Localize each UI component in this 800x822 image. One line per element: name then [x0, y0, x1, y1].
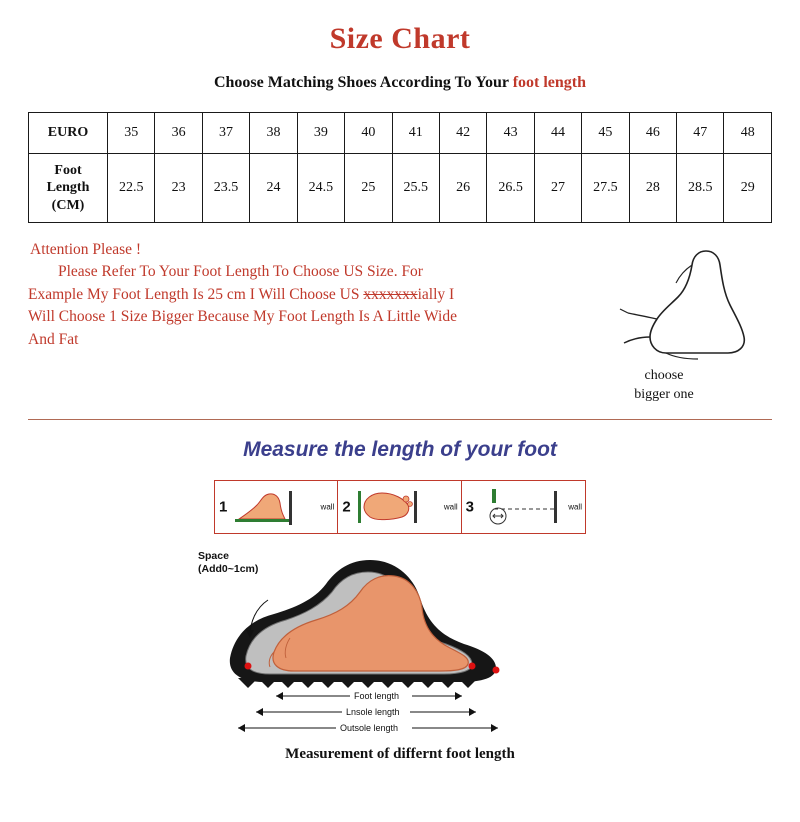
foot-cell-7: 26 [439, 154, 486, 223]
attention-block [28, 239, 772, 409]
size-chart-page [0, 22, 800, 822]
attention-title: Attention Please ! [30, 241, 142, 258]
attention-line1-c: To Choose [269, 263, 340, 281]
foot-cell-9: 27 [534, 154, 581, 223]
foot-outline-sketch-icon [562, 239, 762, 369]
dimension-label-outsole-length: Outsole length [340, 723, 399, 733]
choose-caption-line2: bigger one [634, 386, 694, 402]
euro-cell-8: 43 [487, 113, 534, 154]
subtitle-highlight: foot length [512, 74, 587, 91]
euro-cell-12: 47 [677, 113, 724, 154]
section-divider [28, 419, 772, 420]
attention-line2: US Size. For Example My Foot Length Is 25 cm I [28, 263, 423, 303]
euro-cell-1: 36 [155, 113, 202, 154]
attention-line3-b: ially I Will Choose 1 Size [28, 285, 455, 326]
step-2-wall-label: wall [443, 502, 458, 512]
foot-label-line2: Length [46, 180, 90, 196]
table-row-euro [29, 113, 772, 154]
step-1-number: 1 [219, 498, 228, 516]
foot-measurement-diagram [190, 540, 610, 740]
page-subtitle [0, 74, 800, 92]
attention-line1-a: Please Refer To Your [58, 263, 194, 281]
euro-cell-3: 38 [250, 113, 297, 154]
space-add-label [198, 550, 258, 576]
foot-cell-12: 28.5 [677, 154, 724, 223]
attention-line3-strike: xxxxxxx [363, 285, 418, 303]
foot-cell-6: 25.5 [392, 154, 439, 223]
euro-cell-10: 45 [582, 113, 629, 154]
euro-cell-11: 46 [629, 113, 676, 154]
measure-section-title: Measure the length of your foot [243, 438, 557, 461]
foot-cell-3: 24 [250, 154, 297, 223]
step-2-foot-top-icon [352, 483, 424, 531]
foot-label-line3: (CM) [51, 197, 85, 213]
size-table-wrapper [28, 112, 772, 223]
foot-cell-11: 28 [629, 154, 676, 223]
foot-cell-1: 23 [155, 154, 202, 223]
table-row-foot-length [29, 154, 772, 223]
euro-cell-6: 41 [392, 113, 439, 154]
row-label-euro: EURO [29, 113, 108, 154]
step-3-number: 3 [465, 498, 474, 516]
step-2-number: 2 [342, 498, 351, 516]
subtitle-prefix: Choose Matching Shoes According To Your [213, 74, 513, 91]
row-label-foot-length [29, 154, 108, 223]
euro-cell-9: 44 [534, 113, 581, 154]
choose-caption-line1: choose [644, 368, 684, 383]
space-label-line2: (Add0~1cm) [198, 563, 259, 576]
foot-cell-0: 22.5 [108, 154, 155, 223]
space-label-line1: Space [198, 550, 229, 562]
measure-step-2 [338, 481, 461, 533]
euro-cell-4: 39 [297, 113, 344, 154]
foot-label-line1: Foot [54, 162, 82, 178]
euro-cell-13: 48 [724, 113, 772, 154]
euro-cell-5: 40 [345, 113, 392, 154]
measurement-caption: Measurement of differnt foot length [285, 746, 515, 762]
foot-cell-5: 25 [345, 154, 392, 223]
foot-cell-8: 26.5 [487, 154, 534, 223]
step-1-foot-icon [229, 483, 301, 531]
dimension-label-insole-length: Lnsole length [346, 707, 400, 717]
foot-cell-2: 23.5 [202, 154, 249, 223]
dimension-label-foot-length: Foot length [354, 691, 400, 701]
euro-cell-0: 35 [108, 113, 155, 154]
step-3-ruler-icon [476, 483, 566, 531]
attention-body [28, 261, 458, 351]
size-table [28, 112, 772, 223]
measure-steps-strip [214, 480, 586, 534]
attention-line1-highlight: Foot Length [193, 263, 270, 281]
step-1-wall-label: wall [320, 502, 335, 512]
foot-cell-4: 24.5 [297, 154, 344, 223]
euro-cell-2: 37 [202, 113, 249, 154]
attention-line4: Bigger Because My Foot Length Is A Little Wide [151, 308, 457, 326]
euro-cell-7: 42 [439, 113, 486, 154]
foot-cell-10: 27.5 [582, 154, 629, 223]
measure-step-1 [215, 481, 338, 533]
foot-cell-13: 29 [724, 154, 772, 223]
measure-step-3 [462, 481, 585, 533]
attention-line5: And Fat [28, 330, 79, 348]
choose-bigger-caption [584, 367, 744, 405]
page-title: Size Chart [329, 22, 471, 55]
attention-line3-a: Will Choose US [258, 285, 364, 303]
step-3-wall-label: wall [568, 502, 582, 512]
attention-text [28, 239, 458, 351]
